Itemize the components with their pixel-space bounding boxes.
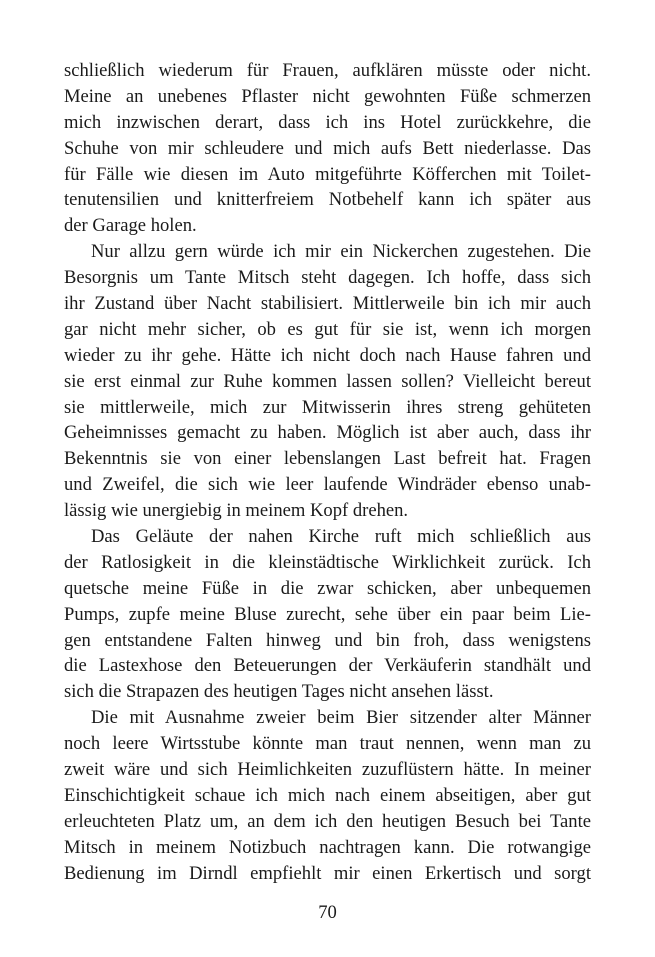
text-line: wieder zu ihr gehe. Hätte ich nicht doch nach Hause fahren und (64, 344, 591, 366)
paragraph (64, 239, 591, 524)
paragraph (64, 705, 591, 886)
text-line: Das Geläute der nahen Kirche ruft mich schließlich aus (91, 526, 591, 548)
text-line: zweit wäre und sich Heimlichkeiten zuzuflüstern hätte. In meiner (64, 759, 591, 781)
text-line: Einschichtigkeit schaue ich mich nach einem abseitigen, aber gut (64, 784, 591, 806)
text-line: sie mittlerweile, mich zur Mitwisserin ihres streng gehüteten (64, 396, 591, 418)
text-line: sich die Strapazen des heutigen Tages nicht ansehen lässt. (64, 681, 494, 703)
text-line: mich inzwischen derart, dass ich ins Hotel zurückkehre, die (64, 111, 591, 133)
text-line: Bekenntnis sie von einer lebenslangen Last befreit hat. Fragen (64, 448, 591, 470)
text-line: der Garage holen. (64, 215, 197, 237)
text-line: und Zweifel, die sich wie leer laufende Windräder ebenso unab- (64, 474, 591, 496)
text-line: ihr Zustand über Nacht stabilisiert. Mittlerweile bin ich mir auch (64, 293, 591, 315)
paragraph (64, 524, 591, 705)
page-number: 70 (318, 902, 337, 923)
text-line: quetsche meine Füße in die zwar schicken, aber unbequemen (64, 577, 591, 599)
text-line: schließlich wiederum für Frauen, aufklären müsste oder nicht. (64, 60, 591, 81)
text-line: Die mit Ausnahme zweier beim Bier sitzender alter Männer (91, 707, 591, 729)
text-line: Mitsch in meinem Notizbuch nachtragen kann. Die rotwangige (64, 836, 591, 858)
text-line: Nur allzu gern würde ich mir ein Nickerchen zugestehen. Die (91, 241, 591, 263)
text-line: für Fälle wie diesen im Auto mitgeführte Köfferchen mit Toilet- (64, 163, 591, 185)
text-line: gar nicht mehr sicher, ob es gut für sie ist, wenn ich morgen (64, 318, 591, 340)
paragraph (64, 58, 591, 239)
text-line: Schuhe von mir schleudere und mich aufs Bett niederlasse. Das (64, 137, 591, 159)
text-line: sie erst einmal zur Ruhe kommen lassen sollen? Vielleicht bereut (64, 370, 591, 392)
text-line: tenutensilien und knitterfreiem Notbehelf kann ich später aus (64, 189, 591, 211)
text-line: Besorgnis um Tante Mitsch steht dagegen. Ich hoffe, dass sich (64, 267, 591, 289)
text-line: noch leere Wirtsstube könnte man traut nennen, wenn man zu (64, 733, 591, 755)
text-line: Geheimnisses gemacht zu haben. Möglich ist aber auch, dass ihr (64, 422, 591, 444)
text-line: Pumps, zupfe meine Bluse zurecht, sehe über ein paar beim Lie- (64, 603, 591, 625)
text-line: erleuchteten Platz um, an dem ich den heutigen Besuch bei Tante (64, 810, 591, 832)
text-line: der Ratlosigkeit in die kleinstädtische Wirklichkeit zurück. Ich (64, 551, 591, 573)
text-line: Meine an unebenes Pflaster nicht gewohnten Füße schmerzen (64, 85, 591, 107)
text-line: lässig wie unergiebig in meinem Kopf drehen. (64, 500, 409, 522)
body-text (64, 58, 591, 887)
text-line: gen entstandene Falten hinweg und bin froh, dass wenigstens (64, 629, 591, 651)
text-line: die Lastexhose den Beteuerungen der Verkäuferin standhält und (64, 655, 591, 677)
text-line: Bedienung im Dirndl empfiehlt mir einen Erkertisch und sorgt (64, 862, 591, 884)
